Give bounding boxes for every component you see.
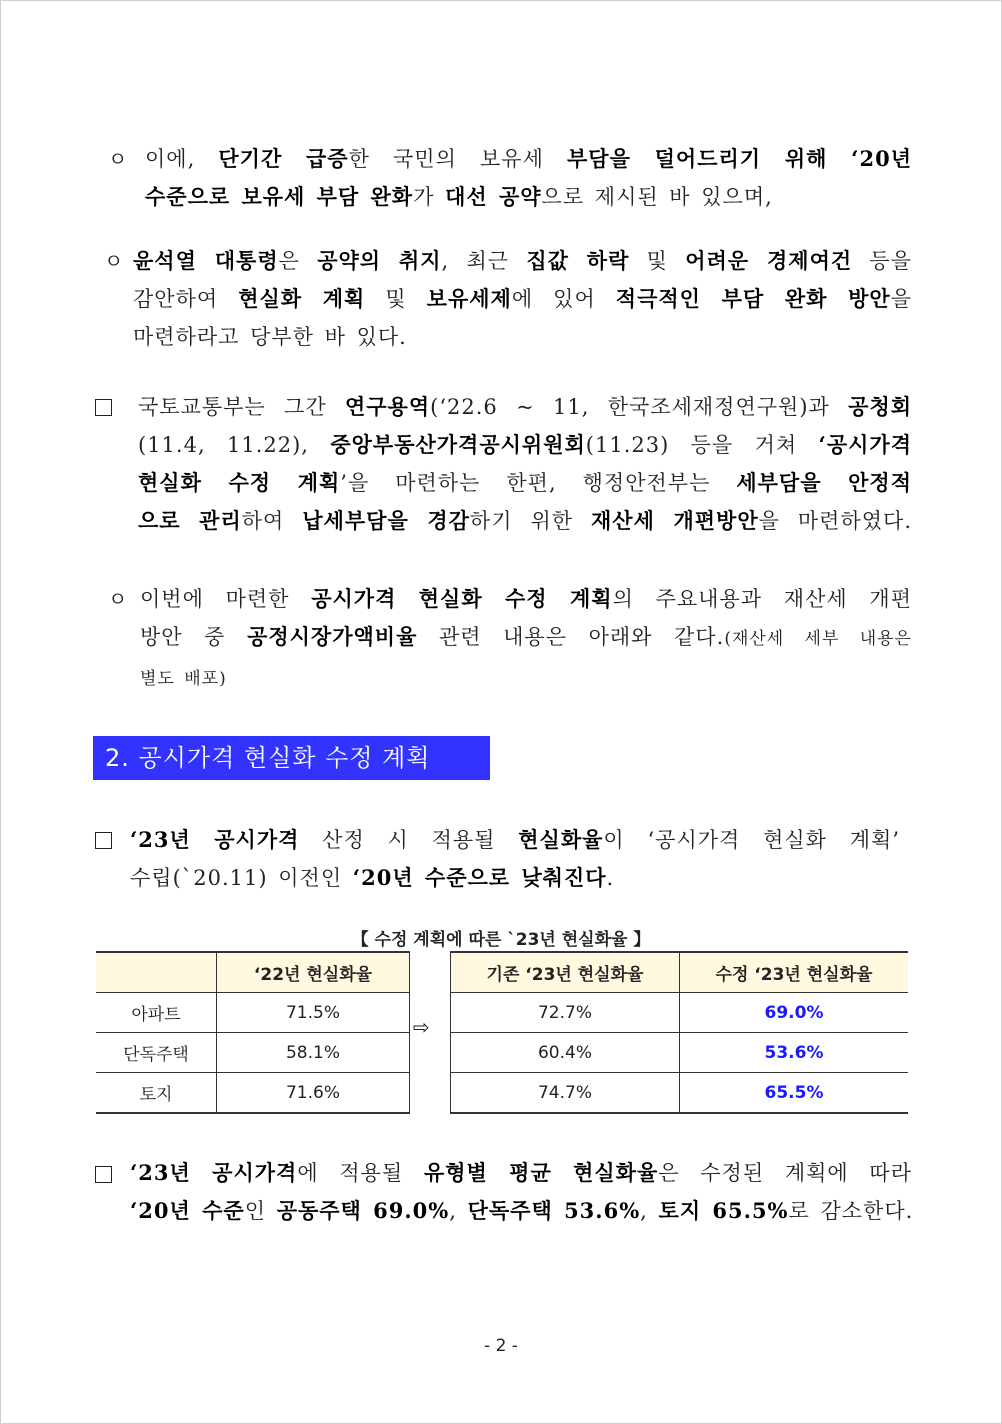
paragraph-line — [138, 502, 912, 540]
paragraph-line — [140, 618, 912, 658]
text-run: , — [640, 1199, 659, 1223]
text-run: 은 수정된 계획에 따라 — [658, 1161, 913, 1185]
table-2023-rates — [450, 951, 908, 1114]
text-run: 인 — [244, 1199, 277, 1223]
text-run: 로 감소한다. — [788, 1199, 914, 1223]
text-run: 이 ‘공시가격 현실화 계획’ — [603, 828, 900, 852]
checkbox-square-icon — [95, 390, 112, 428]
text-run: 가 — [413, 185, 446, 209]
text-run: 감안하여 — [133, 287, 239, 311]
paragraph-line — [145, 178, 912, 216]
paragraph-5 — [130, 821, 900, 897]
bold-text-run: 유형별 평균 현실화율 — [423, 1160, 659, 1185]
checkbox-square-icon — [95, 1157, 112, 1195]
rate-old-2023-cell: 60.4% — [451, 1033, 680, 1073]
paragraph-line — [138, 426, 912, 464]
rate-old-2023-cell: 72.7% — [451, 993, 680, 1033]
bold-text-run: 부담을 덜어드리기 위해 ‘20년 — [567, 146, 912, 171]
rate-2022-cell: 71.6% — [217, 1073, 410, 1114]
section-heading: 2. 공시가격 현실화 수정 계획 — [93, 736, 490, 780]
text-run: (11.4, 11.22), — [138, 433, 331, 457]
bold-text-run: 현실화 수정 계획 — [138, 470, 341, 495]
bold-text-run: 윤석열 대통령 — [133, 248, 279, 273]
right-arrow-icon: ⇨ — [413, 1015, 430, 1039]
bold-text-run: 현실화 계획 — [238, 286, 366, 311]
table-row — [96, 1033, 410, 1073]
bold-text-run: 토지 65.5% — [658, 1198, 789, 1223]
bold-text-run: 으로 관리 — [138, 508, 242, 533]
page-number: - 2 - — [484, 1336, 518, 1356]
text-run: 방안 중 — [140, 625, 248, 649]
paragraph-line — [145, 140, 912, 178]
paragraph-line — [133, 280, 912, 318]
rate-new-2023-cell: 53.6% — [680, 1033, 909, 1073]
paragraph-line — [133, 242, 912, 280]
bold-text-run: ‘20년 수준으로 낮춰진다 — [352, 865, 607, 890]
checkbox-square-icon — [95, 823, 112, 861]
text-run: 으로 제시된 바 있으며, — [541, 185, 773, 209]
paragraph-1 — [145, 140, 912, 216]
text-run: 에 적용될 — [297, 1161, 424, 1185]
text-run: 한 국민의 보유세 — [348, 147, 567, 171]
bold-text-run: 현실화율 — [518, 827, 604, 852]
bold-text-run: 보유세제 — [426, 286, 512, 311]
paragraph-line — [140, 658, 912, 698]
bold-text-run: 집값 하락 — [526, 248, 630, 273]
column-header-old-2023: 기존 ‘23년 현실화율 — [451, 952, 680, 993]
bullet-marker: ㅇ — [108, 587, 128, 611]
bold-text-run: ‘23년 공시가격 — [130, 827, 300, 852]
text-run: 및 — [365, 287, 427, 311]
text-run: 마련하라고 당부한 바 있다. — [133, 325, 407, 349]
bold-text-run: 공청회 — [848, 394, 913, 419]
column-header-type — [96, 952, 217, 993]
table-row — [451, 1033, 909, 1073]
bold-text-run: 공시가격 현실화 수정 계획 — [311, 586, 613, 611]
row-type-cell: 아파트 — [96, 993, 217, 1033]
text-run: 하기 위한 — [469, 509, 592, 533]
paragraph-4 — [140, 580, 912, 698]
text-run: (‘22.6 ~ 11, 한국조세재정연구원)과 — [430, 395, 849, 419]
paragraph-line — [130, 821, 900, 859]
rate-2022-cell: 71.5% — [217, 993, 410, 1033]
text-run: 국토교통부는 그간 — [138, 395, 345, 419]
bold-text-run: ‘공시가격 — [818, 432, 912, 457]
bold-text-run: 공약의 취지 — [317, 248, 442, 273]
text-run: 산정 시 적용될 — [299, 828, 519, 852]
text-run: . — [606, 866, 615, 890]
bullet-marker: ㅇ — [108, 147, 128, 171]
bold-text-run: 수준으로 보유세 부담 완화 — [145, 184, 414, 209]
bold-text-run: 재산세 개편방안 — [591, 508, 759, 533]
text-run: 이번에 마련한 — [140, 587, 312, 611]
paragraph-line — [130, 1192, 912, 1230]
bold-text-run: 대선 공약 — [445, 184, 542, 209]
text-run: 관련 내용은 아래와 같다. — [417, 625, 725, 649]
text-run: , — [449, 1199, 468, 1223]
bold-text-run: 공정시장가액비율 — [247, 624, 418, 649]
bold-text-run: 중앙부동산가격공시위원회 — [330, 432, 586, 457]
text-run: ’을 마련하는 한편, 행정안전부는 — [340, 471, 737, 495]
bold-text-run: 공동주택 69.0% — [276, 1198, 450, 1223]
table-row — [451, 1073, 909, 1114]
bold-text-run: ‘23년 공시가격 — [130, 1160, 298, 1185]
bullet-marker: ㅇ — [104, 249, 124, 273]
paragraph-line — [140, 580, 912, 618]
text-run: , 최근 — [441, 249, 527, 273]
bold-text-run: 연구용역 — [344, 394, 431, 419]
text-run: 및 — [629, 249, 686, 273]
rate-old-2023-cell: 74.7% — [451, 1073, 680, 1114]
table-row — [96, 1073, 410, 1114]
paragraph-line — [133, 318, 912, 356]
text-run: (11.23) 등을 거쳐 — [585, 433, 819, 457]
table-row — [96, 993, 410, 1033]
paragraph-6 — [130, 1154, 912, 1230]
bold-text-run: 단독주택 53.6% — [467, 1198, 641, 1223]
bold-text-run: 납세부담을 경감 — [302, 508, 470, 533]
text-run: 에 있어 — [511, 287, 616, 311]
table-row — [451, 993, 909, 1033]
text-run: 을 마련하였다. — [758, 509, 912, 533]
text-run: 이에, — [145, 147, 219, 171]
paragraph-line — [138, 388, 912, 426]
row-type-cell: 단독주택 — [96, 1033, 217, 1073]
rate-2022-cell: 58.1% — [217, 1033, 410, 1073]
table-header-row — [96, 952, 410, 993]
table-caption: 【 수정 계획에 따른 `23년 현실화율 】 — [351, 930, 651, 950]
column-header-2022: ‘22년 현실화율 — [217, 952, 410, 993]
column-header-new-2023: 수정 ‘23년 현실화율 — [680, 952, 909, 993]
rate-new-2023-cell: 69.0% — [680, 993, 909, 1033]
bold-text-run: 적극적인 부담 완화 방안 — [615, 286, 891, 311]
bold-text-run: 단기간 급증 — [218, 146, 349, 171]
rate-new-2023-cell: 65.5% — [680, 1073, 909, 1114]
bold-text-run: 세부담을 안정적 — [736, 470, 912, 495]
paragraph-3 — [138, 388, 912, 540]
paragraph-line — [130, 859, 900, 897]
text-run: 의 주요내용과 재산세 개편 — [612, 587, 912, 611]
text-run: 등을 — [852, 249, 913, 273]
text-run: 하여 — [241, 509, 303, 533]
text-run: 수립(`20.11) 이전인 — [130, 866, 353, 890]
text-run: 별도 배포) — [140, 669, 227, 689]
table-header-row — [451, 952, 909, 993]
paragraph-line — [130, 1154, 912, 1192]
bold-text-run: 어려운 경제여건 — [685, 248, 853, 273]
table-2022-rates — [96, 951, 410, 1114]
bold-text-run: ‘20년 수준 — [130, 1198, 245, 1223]
row-type-cell: 토지 — [96, 1073, 217, 1114]
text-run: 은 — [278, 249, 318, 273]
paragraph-2 — [133, 242, 912, 356]
paragraph-line — [138, 464, 912, 502]
text-run: 을 — [890, 287, 912, 311]
text-run: (재산세 세부 내용은 — [724, 629, 912, 649]
